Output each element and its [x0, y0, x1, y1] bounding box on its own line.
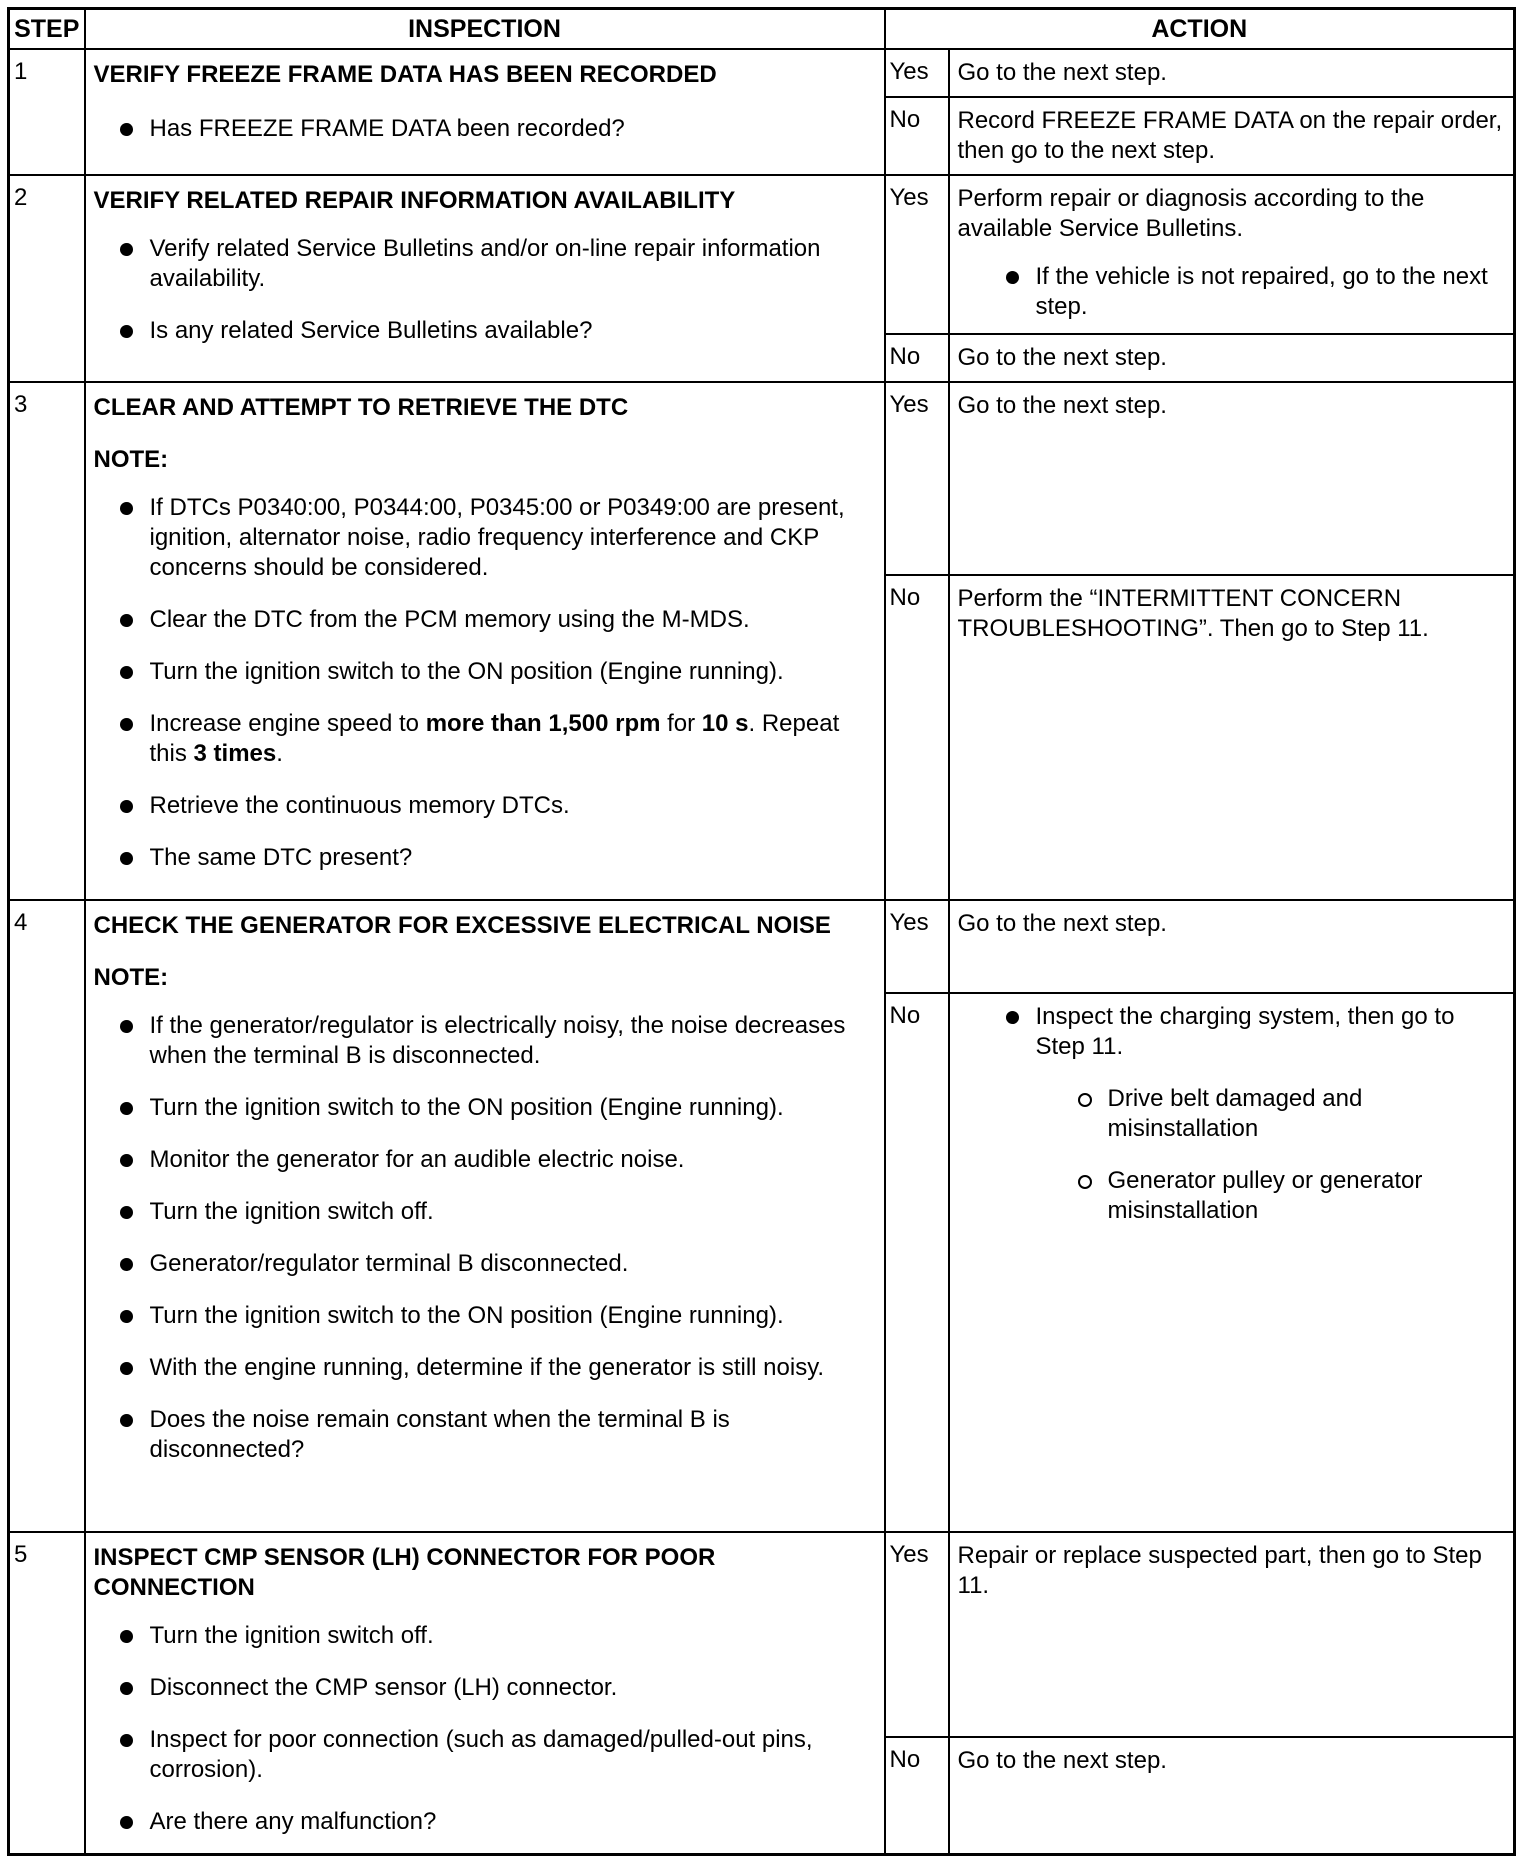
note-label: NOTE:	[93, 964, 169, 991]
inspection-bullet: Clear the DTC from the PCM memory using the M-MDS.	[150, 605, 876, 635]
step-number: 5	[9, 1532, 85, 1855]
no-action: Go to the next step.	[949, 1737, 1514, 1853]
step-title: INSPECT CMP SENSOR (LH) CONNECTOR FOR POOR CONNECTION	[93, 1544, 716, 1601]
step-title: VERIFY FREEZE FRAME DATA HAS BEEN RECORDED	[93, 61, 717, 88]
step-row-4	[9, 900, 1515, 1532]
inspection-bullet: With the engine running, determine if the generator is still noisy.	[150, 1353, 876, 1383]
inspection-bullet: Does the noise remain constant when the terminal B is disconnected?	[150, 1405, 876, 1465]
inspection-bullet: Turn the ignition switch off.	[150, 1621, 876, 1651]
inspection-cell	[85, 175, 885, 382]
yes-label: Yes	[886, 176, 949, 334]
step-row-2	[9, 175, 1515, 382]
inspection-header: INSPECTION	[85, 9, 885, 50]
yes-action: Go to the next step.	[957, 59, 1167, 86]
action-cell	[885, 382, 1515, 900]
inspection-bullet: The same DTC present?	[150, 843, 876, 873]
inspection-bullet: If DTCs P0340:00, P0344:00, P0345:00 or P0349:00 are present, ignition, alternator noise, radio frequency interference and CKP concerns should be considered.	[150, 493, 876, 583]
inspection-bullet: Turn the ignition switch off.	[150, 1197, 876, 1227]
inspection-bullet: Are there any malfunction?	[150, 1807, 876, 1837]
inspection-bullet: Verify related Service Bulletins and/or on-line repair information availability.	[150, 234, 876, 294]
step-row-3	[9, 382, 1515, 900]
diagnostic-table	[7, 7, 1516, 1856]
action-bullet: If the vehicle is not repaired, go to the next step.	[1036, 262, 1506, 322]
no-label: No	[886, 334, 949, 381]
troubleshooting-sheet	[7, 7, 1513, 1835]
no-action: Record FREEZE FRAME DATA on the repair order, then go to the next step.	[949, 97, 1514, 174]
inspection-cell	[85, 900, 885, 1532]
inspection-cell	[85, 382, 885, 900]
yes-label: Yes	[886, 50, 949, 97]
inspection-bullet: Inspect for poor connection (such as damaged/pulled-out pins, corrosion).	[150, 1725, 876, 1785]
no-action: Go to the next step.	[949, 334, 1514, 381]
action-cell	[885, 49, 1515, 175]
no-label: No	[886, 1737, 949, 1853]
inspection-bullet: Has FREEZE FRAME DATA been recorded?	[150, 114, 876, 144]
inspection-bullet: Turn the ignition switch to the ON position (Engine running).	[150, 657, 876, 687]
step-title: VERIFY RELATED REPAIR INFORMATION AVAILABILITY	[93, 187, 736, 214]
step-number: 1	[9, 49, 85, 175]
action-header: ACTION	[885, 9, 1515, 50]
action-cell	[885, 900, 1515, 1532]
inspection-bullet: Is any related Service Bulletins available?	[150, 316, 876, 346]
step-row-5	[9, 1532, 1515, 1855]
inspection-bullet: Disconnect the CMP sensor (LH) connector.	[150, 1673, 876, 1703]
action-bullet: Inspect the charging system, then go to Step 11.	[1036, 1002, 1506, 1062]
no-action: Perform the “INTERMITTENT CONCERN TROUBLESHOOTING”. Then go to Step 11.	[949, 575, 1514, 899]
no-label: No	[886, 97, 949, 174]
step-title: CLEAR AND ATTEMPT TO RETRIEVE THE DTC	[93, 394, 629, 421]
yes-label: Yes	[886, 901, 949, 993]
step-title: CHECK THE GENERATOR FOR EXCESSIVE ELECTRICAL NOISE	[93, 912, 831, 939]
no-label: No	[886, 993, 949, 1531]
inspection-bullet: If the generator/regulator is electrically noisy, the noise decreases when the terminal B is disconnected.	[150, 1011, 876, 1071]
note-label: NOTE:	[93, 446, 169, 473]
inspection-bullet: Turn the ignition switch to the ON position (Engine running).	[150, 1093, 876, 1123]
step-number: 3	[9, 382, 85, 900]
step-number: 4	[9, 900, 85, 1532]
yes-action: Repair or replace suspected part, then go to Step 11.	[957, 1542, 1482, 1599]
yes-action: Perform repair or diagnosis according to the available Service Bulletins.	[957, 185, 1425, 242]
action-cell	[885, 175, 1515, 382]
action-sub-bullet: Generator pulley or generator misinstallation	[1108, 1166, 1506, 1226]
inspection-cell	[85, 49, 885, 175]
action-cell	[885, 1532, 1515, 1855]
step-number: 2	[9, 175, 85, 382]
header-row	[9, 9, 1515, 50]
step-row-1	[9, 49, 1515, 175]
inspection-bullet: Retrieve the continuous memory DTCs.	[150, 791, 876, 821]
yes-action: Go to the next step.	[957, 392, 1167, 419]
step-header: STEP	[9, 9, 85, 50]
action-sub-bullet: Drive belt damaged and misinstallation	[1108, 1084, 1506, 1144]
yes-label: Yes	[886, 383, 949, 575]
inspection-bullet: Increase engine speed to more than 1,500 rpm for 10 s. Repeat this 3 times.	[150, 709, 876, 769]
no-label: No	[886, 575, 949, 899]
inspection-bullet: Generator/regulator terminal B disconnected.	[150, 1249, 876, 1279]
yes-action: Go to the next step.	[957, 910, 1167, 937]
inspection-bullet: Turn the ignition switch to the ON position (Engine running).	[150, 1301, 876, 1331]
yes-label: Yes	[886, 1533, 949, 1737]
inspection-cell	[85, 1532, 885, 1855]
inspection-bullet: Monitor the generator for an audible electric noise.	[150, 1145, 876, 1175]
